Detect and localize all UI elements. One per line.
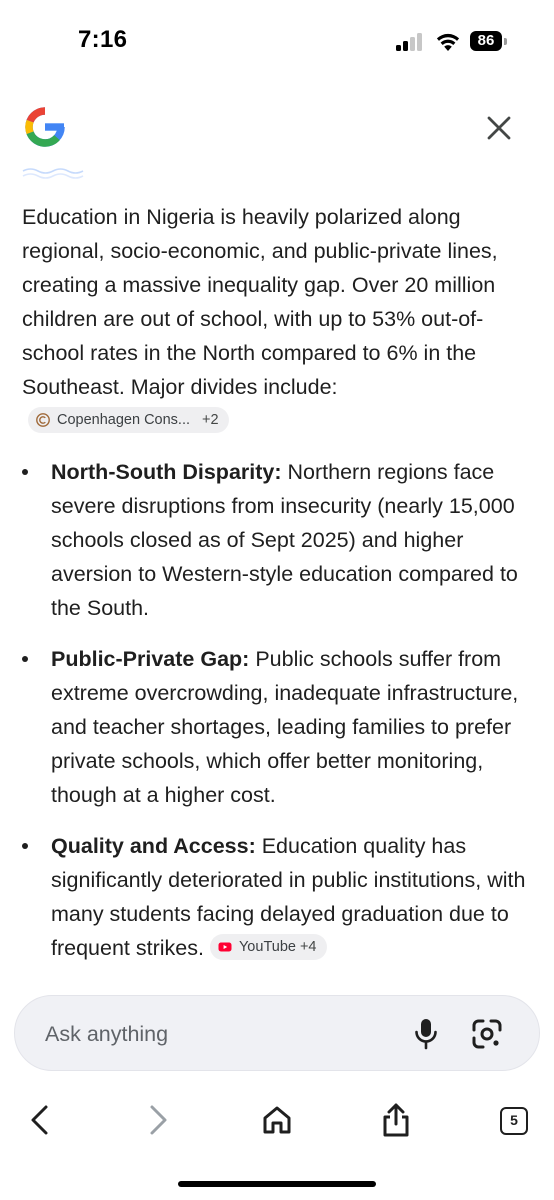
status-bar — [0, 0, 554, 80]
home-icon[interactable] — [259, 1102, 295, 1138]
bottom-navigation — [0, 1090, 554, 1160]
youtube-icon — [218, 940, 232, 954]
bullet-title: Quality and Access: — [51, 834, 256, 858]
answer-intro-text: Education in Nigeria is heavily polarized along regional, socio-economic, and public-private lines, creating a massive inequality gap. Over 20 million children are out of school, with up to 53% out-of-school rates in the North compared to 6% in the Southeast. Major divides include: — [22, 205, 498, 399]
source-chip-count: +4 — [299, 939, 317, 956]
list-item — [22, 829, 532, 965]
answer-intro — [22, 200, 532, 438]
forward-arrow-icon[interactable] — [140, 1102, 176, 1138]
wifi-icon — [434, 30, 462, 52]
ask-input[interactable] — [43, 1018, 377, 1050]
source-chip-label: Copenhagen Cons... — [57, 412, 191, 429]
source-chip-copenhagen[interactable] — [28, 407, 229, 433]
share-icon[interactable] — [378, 1102, 414, 1138]
list-item — [22, 455, 532, 625]
back-arrow-icon[interactable] — [22, 1102, 58, 1138]
bullet-text: Education quality has significantly deteriorated in public institutions, with many students facing delayed graduation due to frequent strikes. — [51, 834, 526, 960]
battery-icon — [470, 31, 508, 51]
tabs-count-button[interactable]: 5 — [500, 1107, 528, 1135]
ask-bar — [14, 995, 540, 1071]
ai-answer — [22, 200, 532, 965]
battery-level: 86 — [470, 31, 502, 51]
google-lens-icon[interactable] — [471, 1018, 503, 1050]
bullet-text: Public schools suffer from extreme overcrowding, inadequate infrastructure, and teacher shortages, leading families to prefer private schools, which offer better monitoring, though at a higher cost. — [51, 647, 519, 807]
source-chip-youtube[interactable] — [210, 934, 327, 960]
bullet-title: Public-Private Gap: — [51, 647, 250, 671]
bullet-title: North-South Disparity: — [51, 460, 282, 484]
cellular-signal-icon — [396, 33, 428, 51]
copenhagen-source-icon — [36, 413, 50, 427]
home-indicator — [178, 1181, 376, 1187]
bullet-text: Northern regions face severe disruptions from insecurity (nearly 15,000 schools closed as of Sept 2025) and higher aversion to Western-style education compared to the South. — [51, 460, 518, 620]
wave-decoration-icon — [22, 166, 84, 180]
answer-bullet-list — [22, 455, 532, 965]
status-time: 7:16 — [78, 26, 128, 53]
google-logo-icon — [22, 104, 68, 150]
microphone-icon[interactable] — [411, 1016, 441, 1052]
source-chip-count: +2 — [202, 412, 219, 429]
close-icon[interactable] — [484, 113, 514, 143]
source-chip-label: YouTube — [238, 939, 296, 956]
list-item — [22, 642, 532, 812]
